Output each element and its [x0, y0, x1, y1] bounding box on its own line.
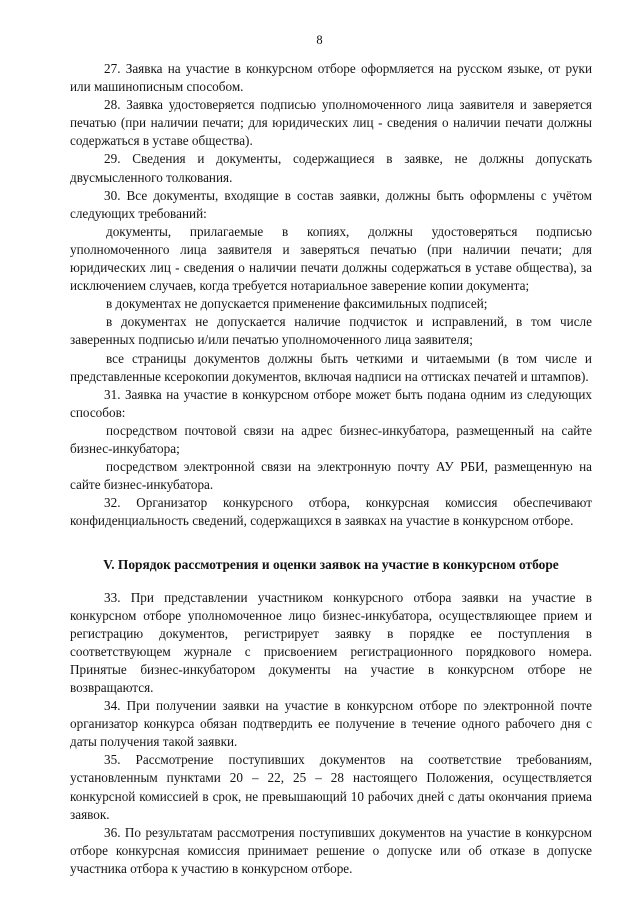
paragraph-27: 27. Заявка на участие в конкурсном отборе оформляется на русском языке, от руки или машинописным способом.	[70, 61, 592, 95]
paragraph-30-item-corrections: в документах не допускается наличие подчисток и исправлений, в том числе заверенных подписью и/или печатью уполномоченного лица заявителя;	[70, 314, 592, 348]
document-body	[70, 60, 592, 878]
paragraph-36: 36. По результатам рассмотрения поступивших документов на участие в конкурсном отборе конкурсная комиссия принимает решение о допуске или об отказе в допуске участника отбора к участию в конкурсном отборе.	[70, 824, 592, 876]
paragraph-35: 35. Рассмотрение поступивших документов на соответствие требованиям, установленным пунктами 20 – 22, 25 – 28 настоящего Положения, осуществляется конкурсной комиссией в срок, не превышающий 10 рабочих дней с даты окончания приема заявок.	[70, 752, 592, 822]
paragraph-31: 31. Заявка на участие в конкурсном отборе может быть подана одним из следующих способов:	[70, 386, 592, 420]
paragraph-31-item-post: посредством почтовой связи на адрес бизнес-инкубатора, размещенный на сайте бизнес-инкубатора;	[70, 422, 592, 456]
paragraph-30-item-copies: документы, прилагаемые в копиях, должны удостоверяться подписью уполномоченного лица заявителя и заверяться печатью (при наличии печати; для юридических лиц - сведения о наличии печати должны содержаться в уставе общества), за исключением случаев, когда требуется нотариальное заверение копии документа;	[70, 223, 592, 294]
paragraph-34: 34. При получении заявки на участие в конкурсном отборе по электронной почте организатор конкурса обязан подтвердить ее получение в течение одного рабочего дня с даты получения такой заявки.	[70, 698, 592, 750]
paragraph-28: 28. Заявка удостоверяется подписью уполномоченного лица заявителя и заверяется печатью (при наличии печати; для юридических лиц - сведения о наличии печати должны содержаться в уставе общества).	[70, 97, 592, 149]
paragraph-32: 32. Организатор конкурсного отбора, конкурсная комиссия обеспечивают конфиденциальность сведений, содержащихся в заявках на участие в конкурсном отборе.	[70, 495, 592, 529]
section-heading: V. Порядок рассмотрения и оценки заявок на участие в конкурсном отборе	[103, 557, 559, 573]
paragraph-29: 29. Сведения и документы, содержащиеся в заявке, не должны допускать двусмысленного толкования.	[70, 151, 592, 185]
paragraph-30: 30. Все документы, входящие в состав заявки, должны быть оформлены с учётом следующих требований:	[70, 187, 592, 221]
paragraph-31-item-email: посредством электронной связи на электронную почту АУ РБИ, размещенную на сайте бизнес-инкубатора.	[70, 459, 592, 493]
page-number: 8	[316, 33, 323, 47]
paragraph-33: 33. При представлении участником конкурсного отбора заявки на участие в конкурсном отборе уполномоченное лицо бизнес-инкубатора, осуществляющее прием и регистрацию документов, регистрирует заявку в порядке ее поступления в соответствующем журнале с присвоением регистрационного порядкового номера. Принятые бизнес-инкубатором документы на участие в конкурсном отборе не возвращаются.	[70, 589, 592, 695]
paragraph-30-item-pages: все страницы документов должны быть четкими и читаемыми (в том числе и представленные ксерокопии документов, включая надписи на оттисках печатей и штампов).	[70, 350, 592, 384]
paragraph-30-item-facsimile: в документах не допускается применение факсимильных подписей;	[106, 296, 488, 312]
